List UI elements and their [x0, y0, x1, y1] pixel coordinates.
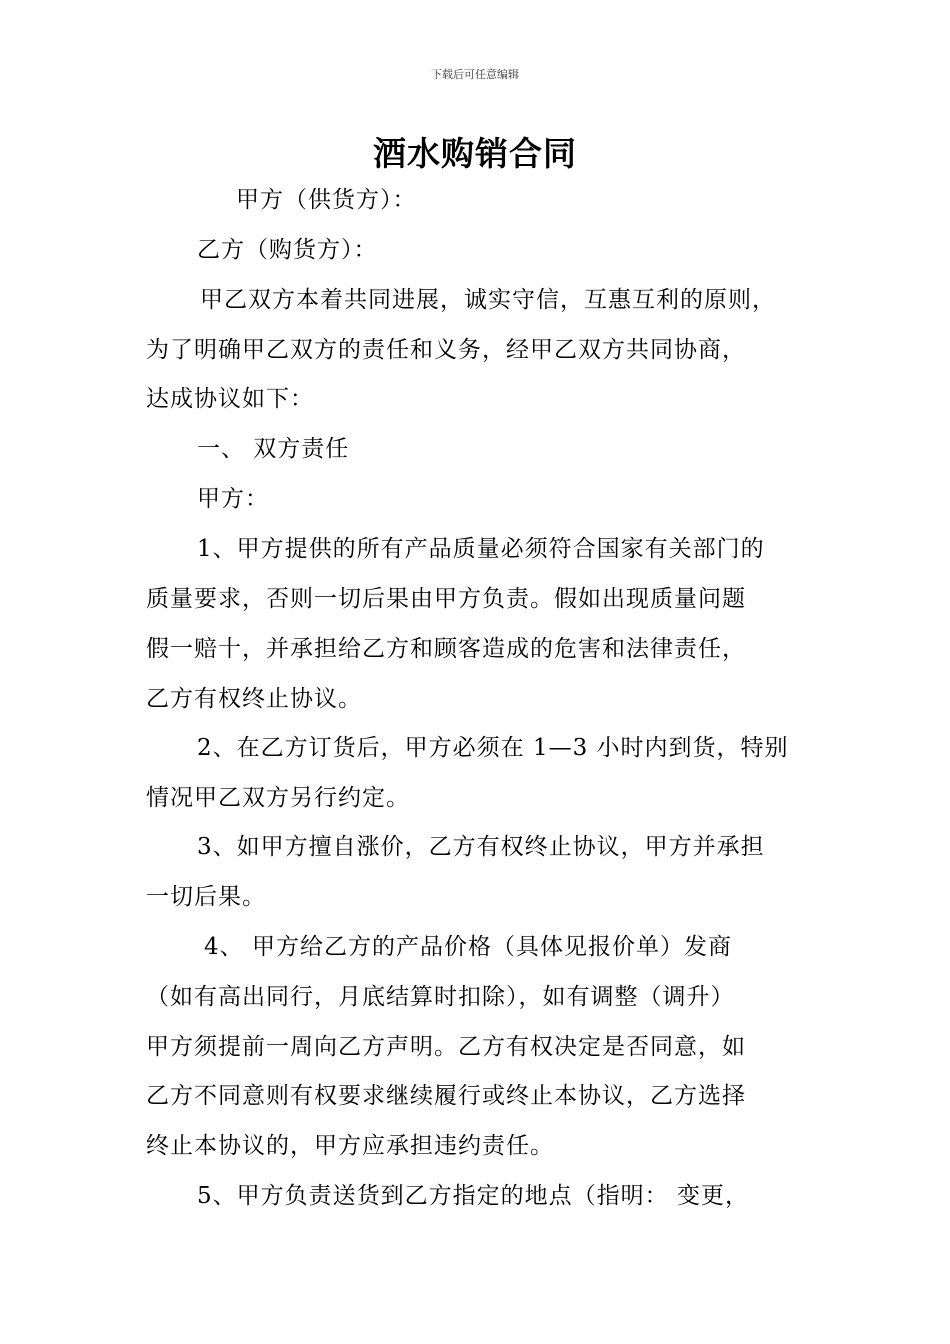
clause-1-line-3: 假一赔十，并承担给乙方和顾客造成的危害和法律责任，: [146, 636, 746, 662]
clause-4-line-2: （如有高出同行，月底结算时扣除），如有调整（调升）: [146, 984, 735, 1010]
clause-3-line-2: 一切后果。: [146, 884, 266, 910]
clause-4-line-4: 乙方不同意则有权要求继续履行或终止本协议，乙方选择: [146, 1083, 746, 1109]
party-b-line: 乙方（购货方）：: [197, 237, 378, 263]
clause-5-line-1: 5、甲方负责送货到乙方指定的地点（指明： 变更，: [197, 1183, 749, 1209]
clause-4-line-1: 4、 甲方给乙方的产品价格（具体见报价单）发商: [204, 934, 732, 960]
clause-2-line-1: 2、在乙方订货后，甲方必须在 1—3 小时内到货，特别: [197, 735, 789, 761]
clause-2-line-2: 情况甲乙双方另行约定。: [146, 785, 410, 811]
preamble-line-2: 为了明确甲乙双方的责任和义务，经甲乙双方共同协商，: [146, 337, 746, 363]
clause-4-line-5: 终止本协议的，甲方应承担违约责任。: [146, 1133, 554, 1159]
clause-1-line-4: 乙方有权终止协议。: [146, 686, 362, 712]
page-header: 下载后可任意编辑: [431, 68, 519, 81]
page-title: 酒水购销合同: [373, 134, 577, 173]
section-heading: 一、 双方责任: [197, 436, 350, 462]
clause-3-line-1: 3、如甲方擅自涨价，乙方有权终止协议，甲方并承担: [197, 834, 765, 860]
clause-4-line-3: 甲方须提前一周向乙方声明。乙方有权决定是否同意，如: [146, 1034, 746, 1060]
party-a-line: 甲方（供货方）：: [236, 187, 417, 213]
clause-1-line-1: 1、甲方提供的所有产品质量必须符合国家有关部门的: [197, 536, 765, 562]
clause-1-line-2: 质量要求，否则一切后果由甲方负责。假如出现质量问题: [146, 586, 746, 612]
party-a-label: 甲方：: [197, 486, 269, 512]
preamble-line-3: 达成协议如下：: [146, 386, 314, 412]
preamble-line-1: 甲乙双方本着共同进展，诚实守信，互惠互利的原则，: [200, 287, 776, 313]
